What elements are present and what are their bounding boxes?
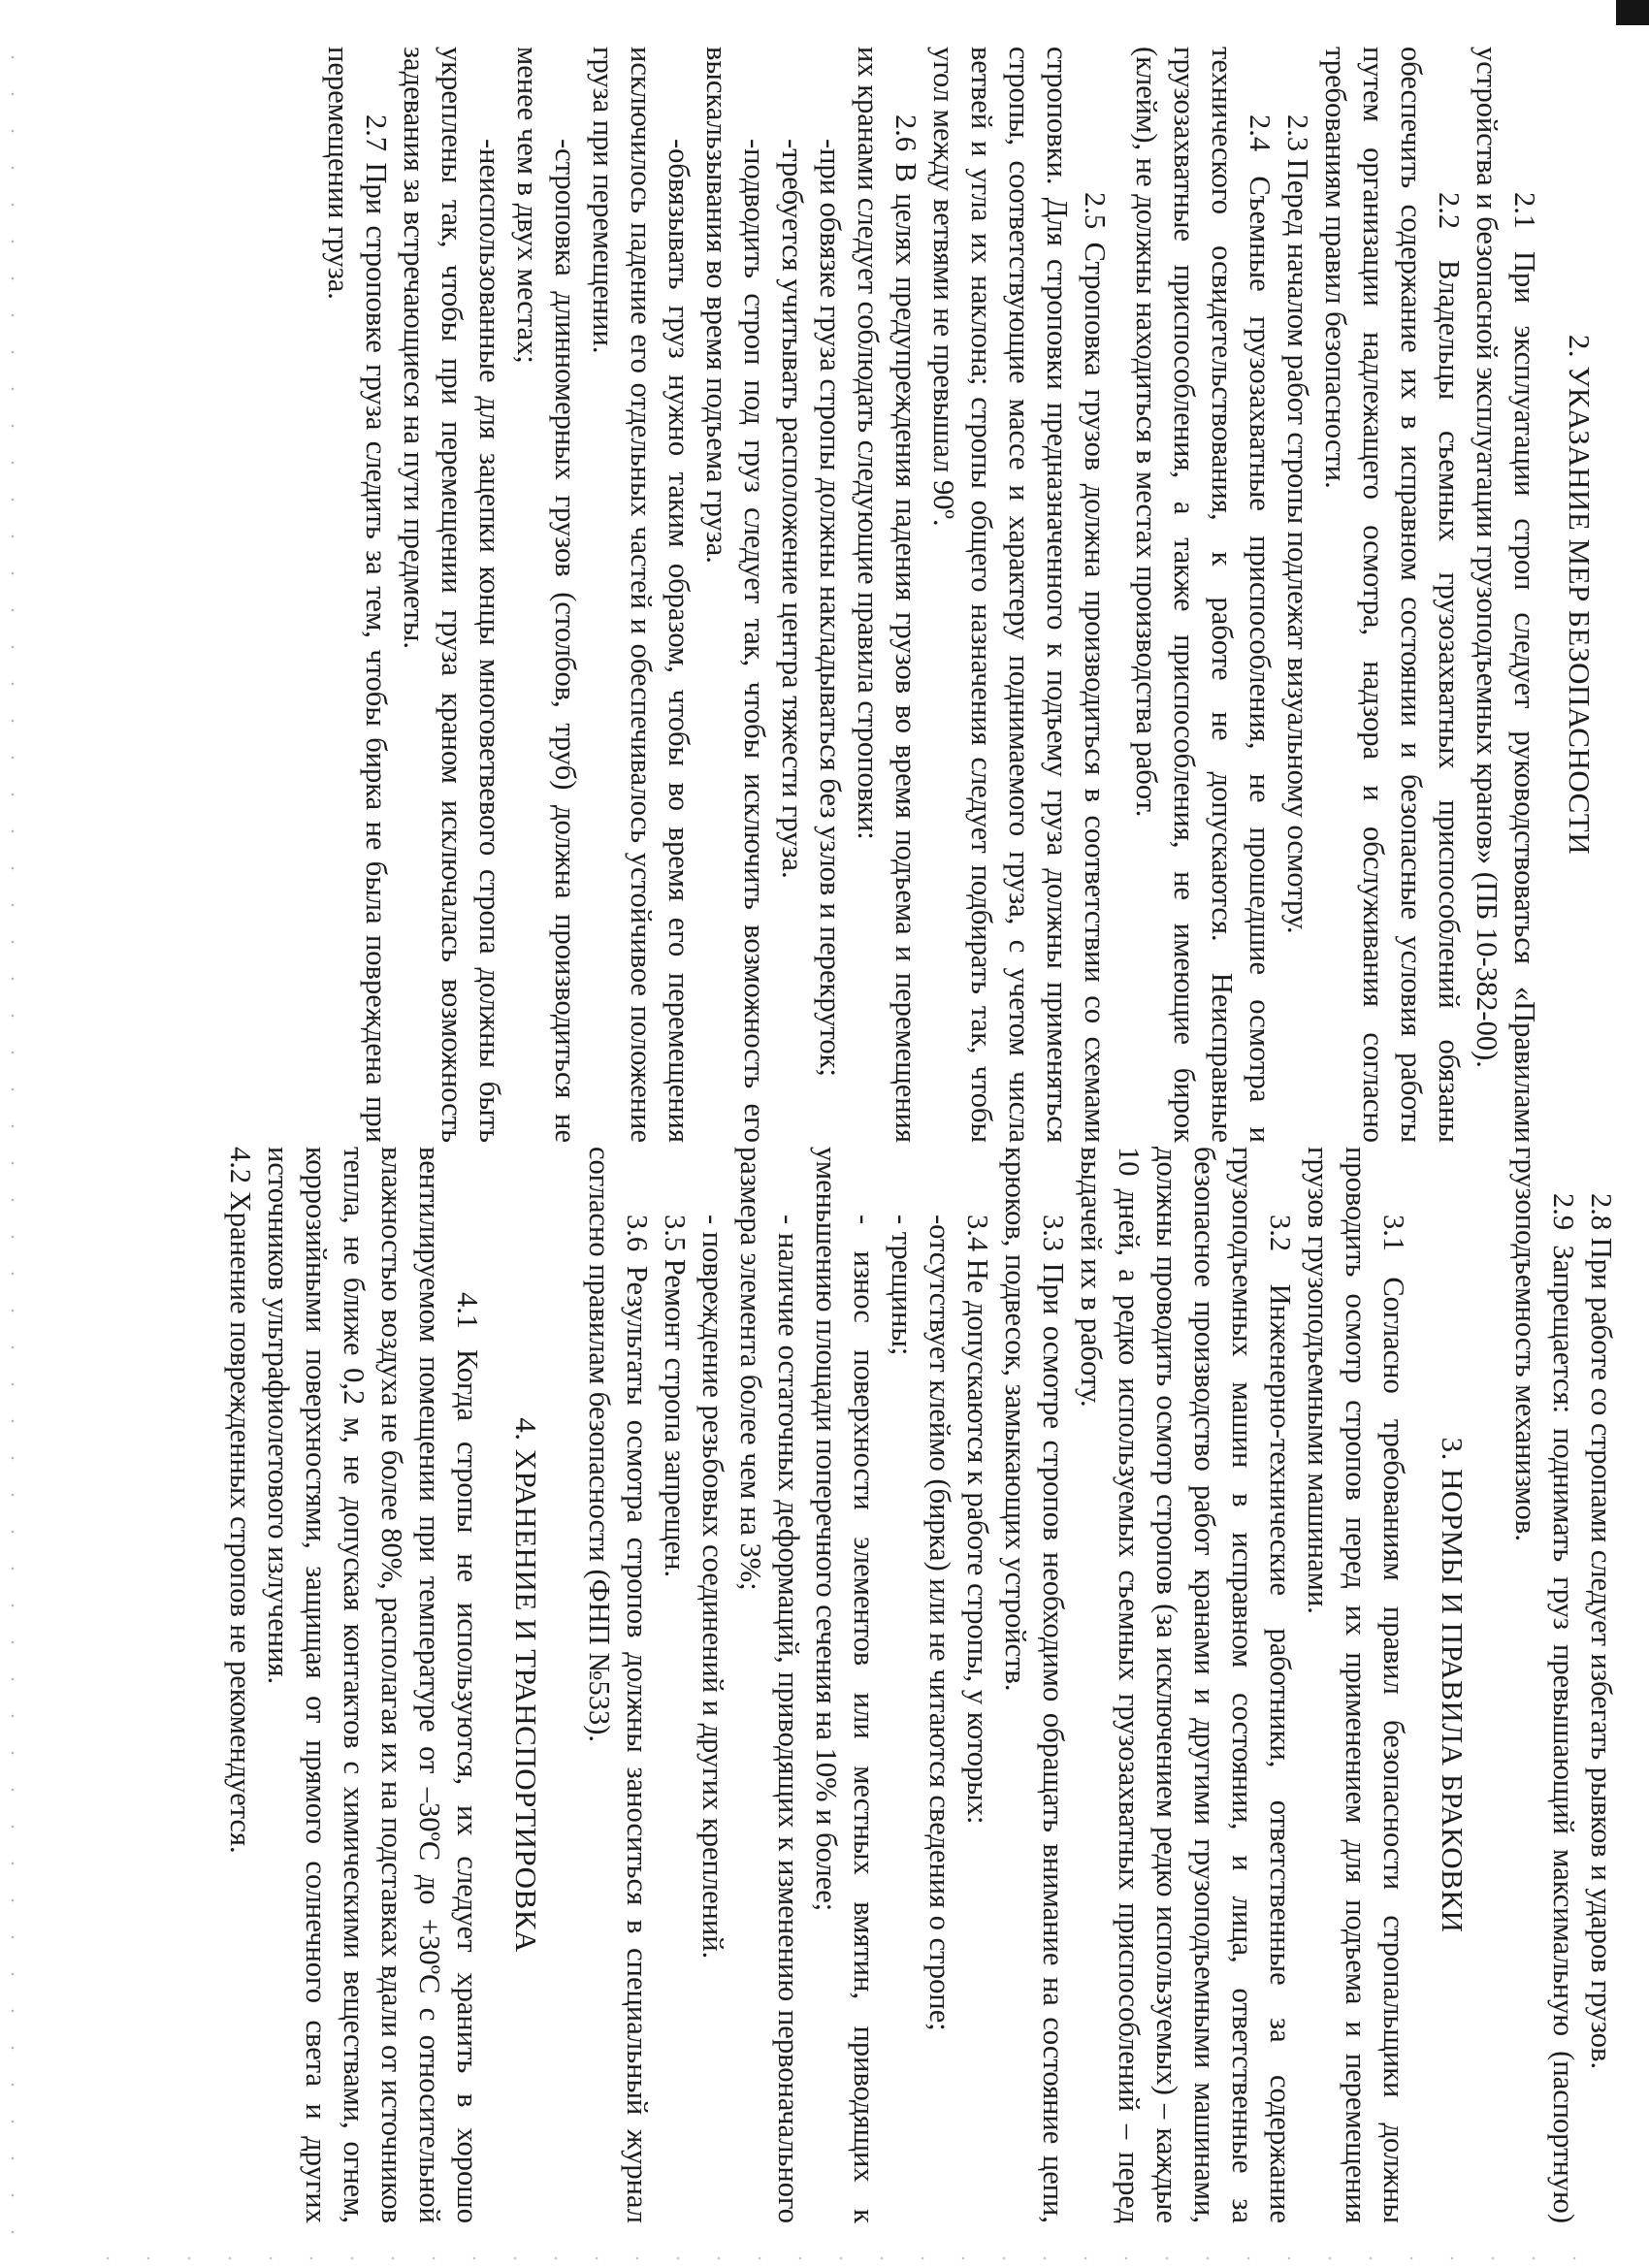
section-2-title: 2. УКАЗАНИЕ МЕР БЕЗОПАСНОСТИ: [1563, 334, 1597, 856]
list-item-2-6-e: -строповка длинномерных грузов (столбов, труб) должна производиться не менее чем в двух местах;: [511, 47, 582, 1143]
paragraph-3-5: 3.5 Ремонт стропа запрещен.: [659, 1215, 692, 1578]
section-4-title: 4. ХРАНЕНИЕ И ТРАНСПОРТИРОВКА: [509, 1417, 543, 1953]
paragraph-2-3: 2.3 Перед началом работ стропы подлежат визуальному осмотру.: [1281, 114, 1314, 934]
left-column: [319, 47, 1620, 1143]
right-column: [221, 1147, 1620, 2223]
list-item-2-6-c: -подводить строп под груз следует так, чтобы исключить возможность его выскальзывания во время подъема груза.: [700, 47, 771, 1143]
list-item-3-4-e: - повреждение резьбовых соединений и других креплений.: [696, 1215, 729, 1960]
paragraph-3-2: 3.2 Инженерно-технические работники, ответственные за содержание грузоподъемных машин в исправном состоянии, и лица, ответственные за безопасное производство работ кранами и другими грузоподъемными машинами, должны проводить осмотр стропов (за исключением редко используемых) – каждые 10 дней, а редко используемых съемных грузозахватных приспособлений – перед выдачей их в работу.: [1075, 1147, 1297, 2223]
paragraph-2-1: 2.1 При эксплуатации строп следует руководствоваться «Правилами устройства и безопасной эксплуатации грузоподъемных кранов» (ПБ 10-382-00).: [1471, 47, 1541, 1143]
list-item-2-6-a: -при обвязке груза стропы должны накладываться без узлов и перекруток;: [814, 139, 847, 1077]
paragraph-2-7: 2.7 При строповке груза следить за тем, чтобы бирка не была повреждена при перемещении груза.: [322, 47, 393, 1143]
list-item-3-4-c: - износ поверхности элементов или местных вмятин, приводящих к уменьшению площади поперечного сечения на 10% и более;: [810, 1147, 881, 2223]
paragraph-4-2: 4.2 Хранение поврежденных стропов не рекомендуется.: [224, 1147, 257, 1854]
paragraph-2-5: 2.5 Строповка грузов должна производиться в соответствии со схемами строповки. Для строповки предназначенного к подъему груза должны применяться стропы, соответствующие массе и характеру поднимаемого груза, с учетом числа ветвей и угла их наклона; стропы общего назначения следует подбирать так, чтобы угол между ветвями не превышал 90º.: [927, 47, 1112, 1143]
list-item-2-6-f: -неиспользованные для зацепки концы многоветвевого стропа должны быть укреплены так, чтобы при перемещении груза краном исключалась возможность задевания за встречающиеся на пути предметы.: [398, 47, 506, 1143]
paragraph-2-6: 2.6 В целях предупреждения падения грузов во время подъема и перемещения их кранами следует соблюдать следующие правила строповки:: [852, 47, 922, 1143]
paragraph-2-9: 2.9 Запрещается: поднимать груз превышающий максимальную (паспортную) грузоподъемность механизмов.: [1509, 1147, 1580, 2223]
list-item-2-6-b: -требуется учитывать расположение центра тяжести груза.: [776, 139, 809, 879]
paragraph-2-8: 2.8 При работе со стропами следует избегать рывков и ударов грузов.: [1585, 1193, 1618, 2070]
paragraph-3-6: 3.6 Результаты осмотра стропов должны заноситься в специальный журнал согласно правилам безопасности (ФНП №533).: [583, 1147, 654, 2223]
paragraph-2-4: 2.4 Съемные грузозахватные приспособления, не прошедшие осмотра и технического освидетельствования, к работе не допускаются. Неисправные грузозахватные приспособления, а также приспособления, не имеющие бирок (клейм), не должны находиться в местах производства работ.: [1130, 47, 1277, 1143]
paragraph-3-1: 3.1 Согласно требованиям правил безопасности стропальщики должны проводить осмотр стропов перед их применением для подъема и перемещения грузов грузоподъемными машинами.: [1302, 1147, 1410, 2223]
list-item-3-4-b: - трещины;: [886, 1215, 919, 1356]
list-item-3-4-a: -отсутствует клеймо (бирка) или не читаются сведения о стропе;: [923, 1215, 956, 2031]
paragraph-3-4: 3.4 Не допускаются к работе стропы, у которых:: [961, 1215, 994, 1825]
paragraph-4-1: 4.1 Когда стропы не используются, их следует хранить в хорошо вентилируемом помещении при температуре от –30ºС до +30ºС с относительной влажностью воздуха не более 80%, располагая их на подставках вдали от источников тепла, не ближе 0,2 м, не допуская контактов с химическими веществами, огнем, коррозийными поверхностями, защищая от прямого солнечного света и других источников ультрафиолетового излучения.: [262, 1147, 484, 2223]
paragraph-2-2: 2.2 Владельцы съемных грузозахватных приспособлений обязаны обеспечить содержание их в исправном состоянии и безопасные условия работы путем организации надлежащего осмотра, надзора и обслуживания согласно требованиям правил безопасности.: [1319, 47, 1466, 1143]
section-3-title: 3. НОРМЫ И ПРАВИЛА БРАКОВКИ: [1436, 1437, 1470, 1933]
list-item-3-4-d: - наличие остаточных деформаций, приводящих к изменению первоначального размера элемента более чем на 3%;: [734, 1147, 805, 2223]
list-item-2-6-d: -обвязывать груз нужно таким образом, чтобы во время его перемещения исключилось падение его отдельных частей и обеспечивалось устойчивое положение груза при перемещении.: [587, 47, 695, 1143]
paragraph-3-3: 3.3 При осмотре стропов необходимо обращать внимание на состояние цепи, крюков, подвесок, замыкающих устройств.: [999, 1147, 1070, 2223]
